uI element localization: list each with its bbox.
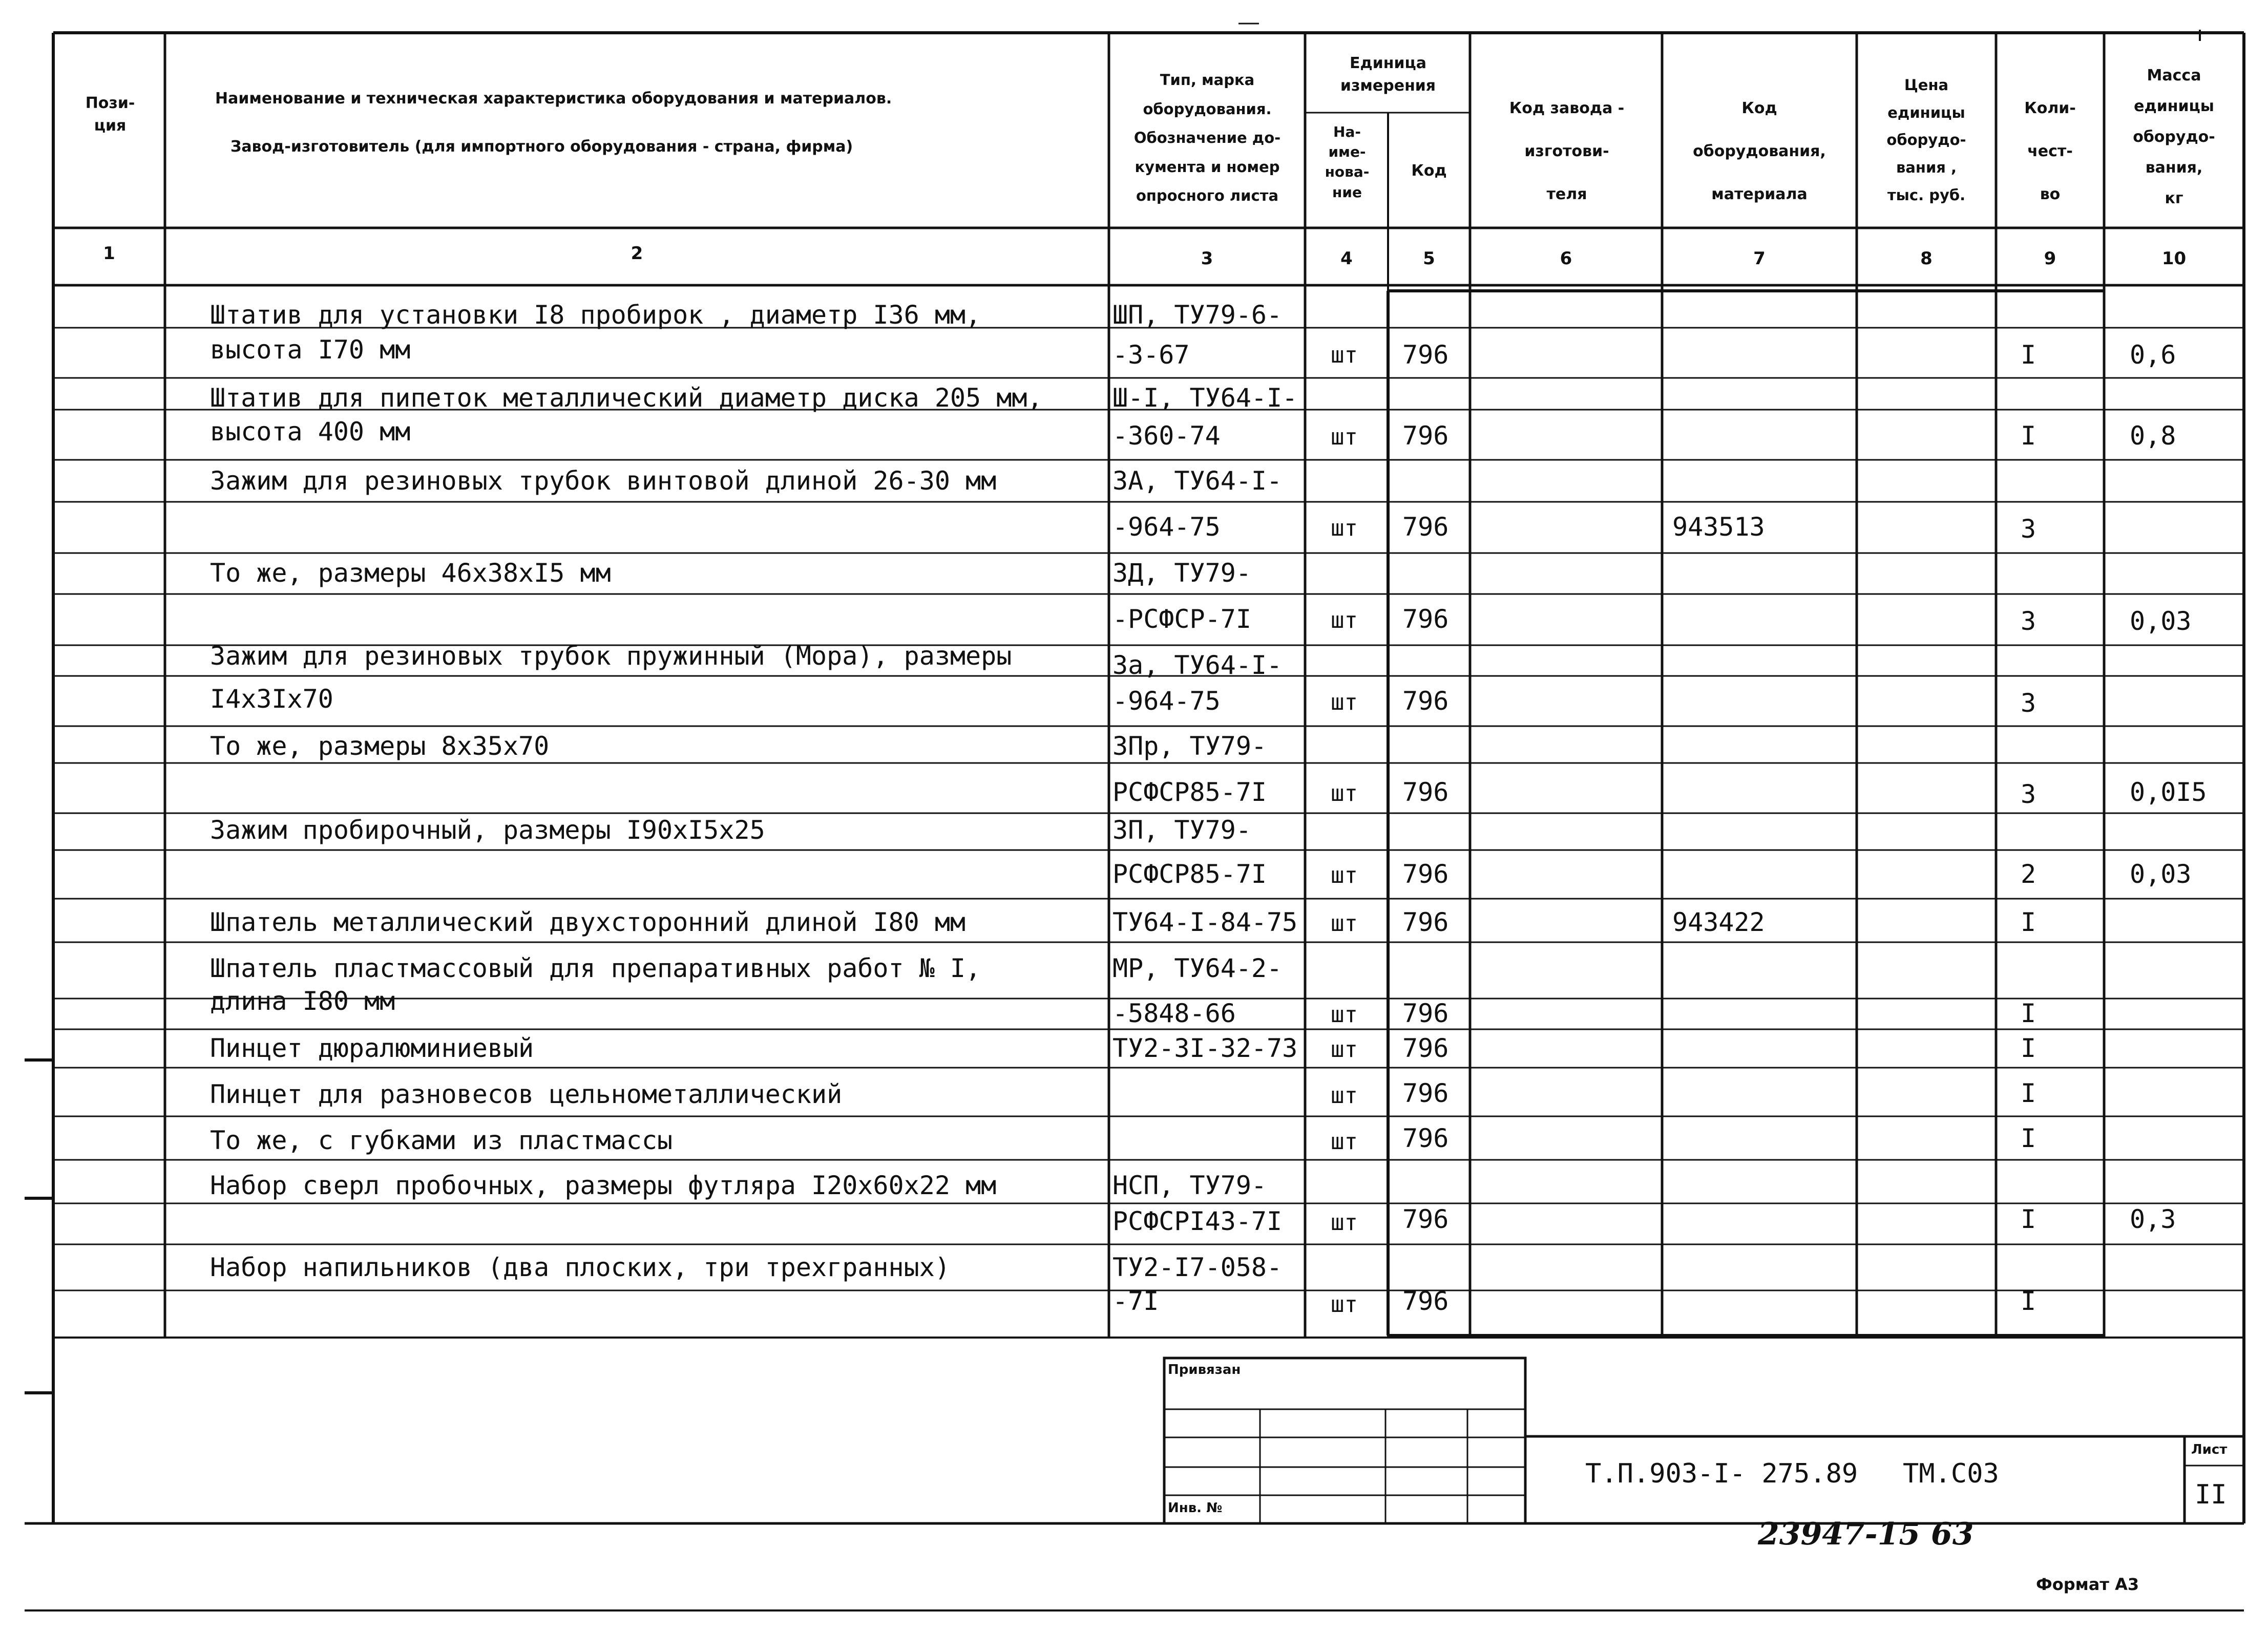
row-doc: -7I bbox=[1112, 1286, 1159, 1316]
row-doc: НСП, ТУ79- bbox=[1112, 1171, 1267, 1200]
column-number-3: 3 bbox=[1201, 248, 1213, 269]
row-unit: шт bbox=[1331, 1291, 1358, 1318]
row-name: длина I80 мм bbox=[210, 986, 395, 1016]
stamp-sheet-label: Лист bbox=[2191, 1442, 2228, 1457]
row-doc: Ш-I, ТУ64-I- bbox=[1112, 383, 1298, 413]
stamp-inventory-label: Инв. № bbox=[1168, 1500, 1223, 1516]
row-quantity: 2 bbox=[2021, 859, 2036, 889]
row-name: I4х3Iх70 bbox=[210, 684, 333, 714]
row-doc: ТУ2-3I-32-73 bbox=[1112, 1033, 1298, 1063]
row-unit-code: 796 bbox=[1402, 1123, 1449, 1153]
row-unit: шт bbox=[1331, 515, 1358, 541]
row-quantity: I bbox=[2021, 907, 2036, 937]
row-mass: 0,8 bbox=[2130, 421, 2176, 451]
header-name-line1: Наименование и техническая характеристика оборудования и материалов. bbox=[215, 90, 892, 108]
row-quantity: I bbox=[2021, 1204, 2036, 1234]
row-doc: ЗА, ТУ64-I- bbox=[1112, 466, 1283, 496]
row-unit: шт bbox=[1331, 607, 1358, 633]
row-unit-code: 796 bbox=[1402, 1204, 1449, 1234]
header-unit-mass: Масса единицы оборудо- вания, кг bbox=[2133, 67, 2215, 207]
row-name: Набор напильников (два плоских, три трехгранных) bbox=[210, 1253, 950, 1282]
header-unit-name: На- име- нова- ние bbox=[1325, 123, 1370, 201]
row-quantity: 3 bbox=[2021, 606, 2036, 636]
row-doc: ШП, ТУ79-6- bbox=[1112, 300, 1283, 330]
row-name: высота I70 мм bbox=[210, 335, 411, 365]
row-unit-code: 796 bbox=[1402, 999, 1449, 1028]
row-mass: 0,03 bbox=[2130, 859, 2192, 889]
row-unit-code: 796 bbox=[1402, 604, 1449, 634]
row-unit: шт bbox=[1331, 1002, 1358, 1028]
row-name: Шпатель пластмассовый для препаративных работ № I, bbox=[210, 953, 981, 983]
row-name: Штатив для установки I8 пробирок , диаметр I36 мм, bbox=[210, 300, 981, 330]
row-unit-code: 796 bbox=[1402, 421, 1449, 451]
row-doc: -964-75 bbox=[1112, 512, 1221, 542]
row-doc: МР, ТУ64-2- bbox=[1112, 953, 1283, 983]
row-material-code: 943422 bbox=[1672, 907, 1765, 937]
row-doc: ЗД, ТУ79- bbox=[1112, 558, 1251, 588]
row-unit-code: 796 bbox=[1402, 686, 1449, 716]
header-unit-price: Цена единицы оборудо- вания , тыс. руб. bbox=[1886, 76, 1966, 204]
row-unit-code: 796 bbox=[1402, 1286, 1449, 1316]
row-doc: За, ТУ64-I- bbox=[1112, 650, 1283, 680]
row-quantity: I bbox=[2021, 999, 2036, 1028]
row-doc: -РСФСР-7I bbox=[1112, 604, 1251, 634]
row-unit-code: 796 bbox=[1402, 859, 1449, 889]
row-mass: 0,6 bbox=[2130, 340, 2176, 370]
header-position: Пози- ция bbox=[85, 94, 135, 135]
column-number-4: 4 bbox=[1340, 248, 1353, 269]
row-doc: -360-74 bbox=[1112, 421, 1221, 451]
row-name: Набор сверл пробочных, размеры футляра I20х60х22 мм bbox=[210, 1171, 997, 1200]
row-unit-code: 796 bbox=[1402, 340, 1449, 370]
row-unit: шт bbox=[1331, 424, 1358, 450]
row-quantity: I bbox=[2021, 1078, 2036, 1108]
row-name: высота 400 мм bbox=[210, 417, 411, 447]
row-quantity: I bbox=[2021, 1286, 2036, 1316]
row-quantity: 3 bbox=[2021, 779, 2036, 809]
row-doc: -5848-66 bbox=[1112, 999, 1236, 1028]
row-unit: шт bbox=[1331, 342, 1358, 368]
row-name: Шпатель металлический двухсторонний длиной I80 мм bbox=[210, 907, 966, 937]
row-material-code: 943513 bbox=[1672, 512, 1765, 542]
format-label: Формат А3 bbox=[2036, 1575, 2139, 1594]
row-doc: РСФСР85-7I bbox=[1112, 777, 1267, 807]
row-doc: ТУ2-I7-058- bbox=[1112, 1253, 1283, 1282]
stamp-sheet-number: II bbox=[2195, 1479, 2227, 1510]
header-unit-code: Код bbox=[1411, 162, 1447, 180]
row-quantity: I bbox=[2021, 1123, 2036, 1153]
row-quantity: 3 bbox=[2021, 514, 2036, 544]
row-unit: шт bbox=[1331, 1036, 1358, 1063]
row-unit-code: 796 bbox=[1402, 1033, 1449, 1063]
row-doc: ЗПр, ТУ79- bbox=[1112, 731, 1267, 761]
column-number-6: 6 bbox=[1560, 248, 1572, 269]
row-mass: 0,0I5 bbox=[2130, 777, 2207, 807]
row-name: Зажим для резиновых трубок пружинный (Мора), размеры bbox=[210, 641, 1012, 671]
column-number-8: 8 bbox=[1920, 248, 1933, 269]
row-doc: ТУ64-I-84-75 bbox=[1112, 907, 1298, 937]
row-quantity: I bbox=[2021, 340, 2036, 370]
row-unit-code: 796 bbox=[1402, 512, 1449, 542]
row-mass: 0,3 bbox=[2130, 1204, 2176, 1234]
column-number-1: 1 bbox=[103, 243, 115, 264]
handwritten-number: 23947-15 63 bbox=[1758, 1516, 1974, 1552]
header-name-line2: Завод-изготовитель (для импортного оборудования - страна, фирма) bbox=[230, 138, 853, 156]
row-unit-code: 796 bbox=[1402, 907, 1449, 937]
row-name: То же, размеры 8х35х70 bbox=[210, 731, 550, 761]
row-doc: -3-67 bbox=[1112, 340, 1190, 370]
column-number-5: 5 bbox=[1423, 248, 1435, 269]
row-doc: РСФСРI43-7I bbox=[1112, 1206, 1283, 1236]
stamp-document-number: Т.П.903-I- 275.89 bbox=[1585, 1458, 1858, 1489]
row-unit-code: 796 bbox=[1402, 1078, 1449, 1108]
row-name: Штатив для пипеток металлический диаметр диска 205 мм, bbox=[210, 383, 1043, 413]
row-quantity: 3 bbox=[2021, 688, 2036, 718]
row-name: То же, размеры 46х38хI5 мм bbox=[210, 558, 611, 588]
header-unit-group: Единица измерения bbox=[1340, 54, 1436, 95]
row-doc: -964-75 bbox=[1112, 686, 1221, 716]
row-doc: ЗП, ТУ79- bbox=[1112, 815, 1251, 845]
header-plant-code: Код завода - изготови- теля bbox=[1509, 99, 1625, 203]
row-doc: РСФСР85-7I bbox=[1112, 859, 1267, 889]
row-name: Пинцет дюралюминиевый bbox=[210, 1033, 534, 1063]
row-unit: шт bbox=[1331, 862, 1358, 888]
column-number-10: 10 bbox=[2161, 248, 2187, 269]
row-quantity: I bbox=[2021, 1033, 2036, 1063]
header-quantity: Коли- чест- во bbox=[2024, 99, 2076, 203]
header-type-doc: Тип, марка оборудования. Обозначение до- кумента и номер опросного листа bbox=[1133, 71, 1281, 205]
row-quantity: I bbox=[2021, 421, 2036, 451]
row-unit: шт bbox=[1331, 1210, 1358, 1236]
row-unit: шт bbox=[1331, 1083, 1358, 1109]
row-unit: шт bbox=[1331, 910, 1358, 937]
row-mass: 0,03 bbox=[2130, 606, 2192, 636]
column-number-9: 9 bbox=[2044, 248, 2056, 269]
header-material-code: Код оборудования, материала bbox=[1693, 99, 1826, 203]
row-name: Зажим пробирочный, размеры I90хI5х25 bbox=[210, 815, 765, 845]
column-number-7: 7 bbox=[1753, 248, 1766, 269]
column-number-2: 2 bbox=[631, 243, 643, 264]
row-unit-code: 796 bbox=[1402, 777, 1449, 807]
row-name: Зажим для резиновых трубок винтовой длиной 26-30 мм bbox=[210, 466, 997, 496]
row-name: Пинцет для разновесов цельнометаллический bbox=[210, 1079, 843, 1109]
row-unit: шт bbox=[1331, 780, 1358, 807]
stamp-sheet-code: ТМ.С03 bbox=[1903, 1458, 1999, 1489]
stamp-linked-label: Привязан bbox=[1168, 1362, 1241, 1377]
row-unit: шт bbox=[1331, 1129, 1358, 1155]
row-name: То же, с губками из пластмассы bbox=[210, 1126, 673, 1155]
row-unit: шт bbox=[1331, 689, 1358, 715]
